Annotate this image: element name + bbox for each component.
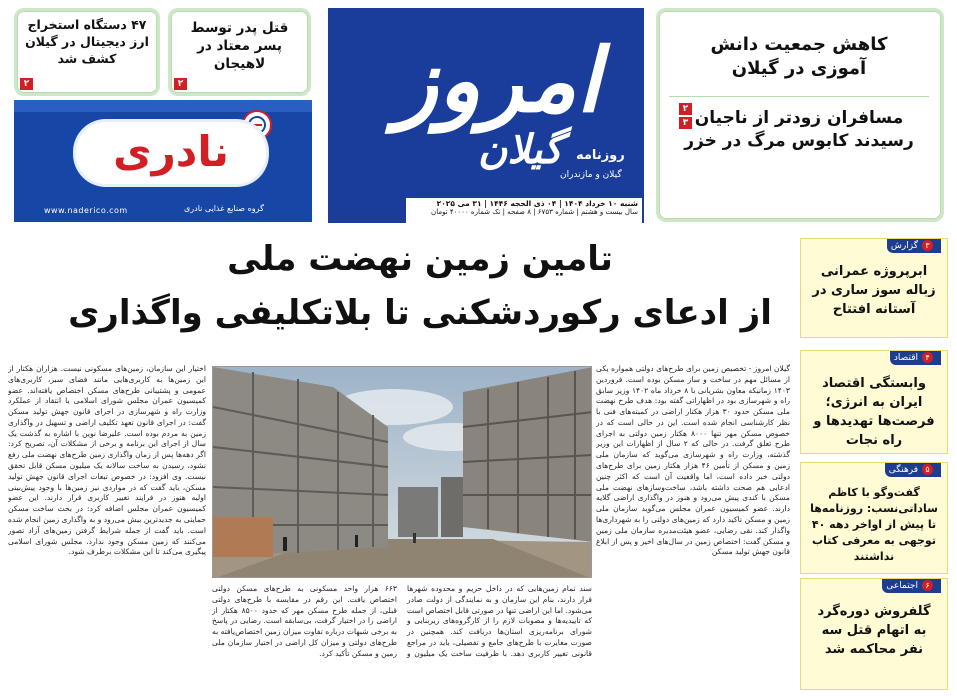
teaser-right-panel[interactable]: [656, 8, 944, 222]
teaser-text: ۴۷ دستگاه استخراج ارز دیجیتال در گیلان کشف شد: [25, 17, 149, 66]
article-column-right: گیلان امروز - تخصیص زمین برای طرح‌های دولتی همواره یکی از مسائل مهم در ساخت و ساز مسکن بوده است. فروردین ۱۴۰۳ زمانیکه معاون بشریانی با ۸ خرداد ماه ۱۴۰۲ وزیر سابق راه و شهرسازی بود در اظهاراتی گفته بود: هدف طرح نهضت ملی مسکن حدود ۳۰ هزار هکتار اراضی در کمیته‌های فنی با نظر کارشناسی انجام شده است. این در حالی است که در خصوص مسکن مهر تنها ۸۰۰۰ هکتار زمین دولتی به اجرای طرح تعلق گرفت. در حالی که ۲ سال از اظهارات این وزیر گذشته، وزارت راه و شهرسازی می‌گوید که سازمان ملی زمین و مسکن از تأمین ۴۶ هزار هکتار زمین برای طرح‌های دولتی خبر داده است، اما واقعیت آن است که اکثر چنین ادعایی هم صحت داشته باشد، ساخت‌وسازهای نهضت ملی مسکن با کندی پیش می‌رود و هنوز در واگذاری اراضی گلایه دارند. عضو کمیسیون عمران مجلس می‌گوید سازمان ملی زمین و مسکن تاکید دارد که زمین‌های دولتی را به شهرداری‌ها واگذار کند. نقی رضایی، عضو هیئت‌مدیره سازمان ملی زمین و مسکن گفت: اختصاص زمین در سال‌های اخیر و پس از ابلاغ قانون جهش تولید مسکن: [596, 364, 790, 557]
ad-url: www.naderico.com: [44, 206, 128, 215]
masthead-brand-small: گیلان: [478, 126, 563, 173]
ad-company: گروه صنایع غذایی نادری: [184, 204, 264, 213]
sidebar-headline: ابرپروژه عمرانی زباله سوز ساری در آستانه افتتاح: [812, 264, 936, 317]
section-number: ۵: [922, 464, 933, 475]
teaser-text: قتل پدر توسط پسر معتاد در لاهیجان: [190, 20, 289, 73]
naderi-advertisement[interactable]: [14, 100, 312, 222]
page-number-badge: ۲: [174, 78, 187, 90]
section-number: ۳: [922, 240, 933, 251]
masthead-tagline: روزنامه: [576, 148, 625, 163]
section-label: ۶اجتماعی: [882, 579, 941, 593]
section-number: ۴: [922, 352, 933, 363]
teaser-student-population: کاهش جمعیت دانش آموزی در گیلان: [710, 34, 888, 80]
teaser-crypto-mining[interactable]: [14, 8, 160, 96]
page-number-badge: ۳: [679, 117, 692, 129]
main-headline[interactable]: [60, 232, 780, 340]
naderi-brand-text: نادری: [113, 127, 229, 176]
sidebar-social[interactable]: [800, 578, 948, 690]
masthead: [328, 8, 644, 223]
masthead-brand: امروز: [395, 28, 601, 132]
issue-line: سال بیست و هشتم | شماره ۶۷۵۳ | ۸ صفحه | تک شماره ۴۰۰۰۰ تومان: [431, 208, 638, 216]
sidebar-culture[interactable]: [800, 462, 948, 574]
teaser-caspian-drowning: مسافران زودتر از ناجیان رسیدند کابوس مرگ در خزر: [684, 107, 914, 151]
headline-line-1: تامین زمین نهضت ملی: [227, 239, 613, 279]
sidebar-economy[interactable]: [800, 350, 948, 454]
section-label: ۳گزارش: [887, 239, 941, 253]
sidebar-report[interactable]: [800, 238, 948, 338]
teaser-murder-lahijan[interactable]: [168, 8, 311, 96]
construction-photo: [212, 366, 592, 578]
sidebar-headline: گفت‌وگو با کاظم ساداتی‌نسب: روزنامه‌ها تا پیش از اواخر دهه ۴۰ توجهی به معرفی کتاب نداشتند: [810, 486, 938, 563]
sidebar-headline: گلفروش دوره‌گرد به اتهام قتل سه نفر محاکمه شد: [817, 604, 931, 657]
article-column-left: اختیار این سازمان، زمین‌های مسکونی نیست. هزاران هکتار از این زمین‌ها به کاربری‌هایی مانند فضای سبز، کاربری‌های عمومی و پشتیبانی طرح‌های مسکن اختصاص یافته‌اند. عضو کمیسیون عمران مجلس شورای اسلامی با انتقاد از عملکرد وزارت راه و شهرسازی در اجرای قانون جهش تولید مسکن گفت: در اجرای قانون تعهد تکلیف اراضی و تسهیل در واگذاری زمین به مردم بوده است. علیرضا نوین با اشاره به گذشت یک سال از اجرای این برنامه و برخی از مشکلات آن، تصریح کرد: اگر دهه‌ها پس از زمان واگذاری زمین طرح‌های نهضت ملی رفع نشود، رسیدن به ساخت سالانه یک میلیون مسکن قابل تحقق نیست. وی افزود: در خصوص تبعات اجرای قانون جهش تولید مسکن، باید گفت که در مواردی نیز زمین‌ها با وجود پیش‌بینی اولیه هنوز در فرایند تغییر کاربری قرار دارند. این عضو کمیسیون عمران مجلس اضافه کرد: در بحث ساخت مسکن حمایتی به جدیدترین بیش می‌رود و به واگذاری زمین انجام شده است. باید گفت از جمله شرایط گرفتن زمین‌های آزاد تصور می‌کنند که زمین مسکن وجود ندارد. مجلس شورای اسلامی پیگیری می‌کند تا این مشکلات برطرف شود.: [8, 364, 206, 557]
section-label: ۴اقتصاد: [890, 351, 941, 365]
naderi-logo-panel: [76, 122, 266, 184]
article-column-middle: سند تمام زمین‌هایی که در داخل حریم و محدوده شهرها قرار دارند، بنام این سازمان و به نمایندگی از دولت صادر می‌شود. اما این اراضی تنها در صورتی قابل اختصاص است که تاییدیه‌ها و مصوبات لازم را از کارگروه‌های زیربنایی و شورای برنامه‌ریزی استان‌ها دریافت کند. همچنین در صورت مغایرت با طرح‌های جامع و تفصیلی، باید در مراجع قانونی تغییر کاربری دهد. با ظرفیت ساخت یک میلیون و ۶۶۳ هزار واحد مسکونی به طرح‌های مسکن دولتی اختصاص یافت. این رقم در مقایسه با طرح‌های دولتی قبلی، از جمله طرح مسکن مهر که حدود ۸۵۰۰ هکتار از اراضی را در اختیار گرفت، بی‌سابقه است. رضایی در پاسخ به برخی شبهات درباره تفاوت میزان زمین اختصاص‌یافته به طرح‌های دولتی و میزان کل اراضی در اختیار سازمان ملی زمین و مسکن تأکید کرد.: [212, 584, 592, 658]
page-number-badge: ۲: [679, 103, 692, 115]
headline-line-2: از ادعای رکوردشکنی تا بلاتکلیفی واگذاری: [68, 293, 772, 333]
page-number-badge: ۲: [20, 78, 33, 90]
masthead-region: گیلان و مازندران: [560, 170, 622, 180]
section-label: ۵فرهنگی: [885, 463, 941, 477]
masthead-date-strip: [406, 198, 642, 223]
date-line: شنبه ۱۰ خرداد ۱۴۰۴ | ۰۴ ذی الحجه ۱۴۴۶ | ۳۱ می ۲۰۲۵: [436, 199, 638, 208]
sidebar-headline: وابستگی اقتصاد ایران به انرژی؛ فرصت‌ها تهدیدها و راه نجات: [813, 376, 935, 448]
section-number: ۶: [922, 580, 933, 591]
